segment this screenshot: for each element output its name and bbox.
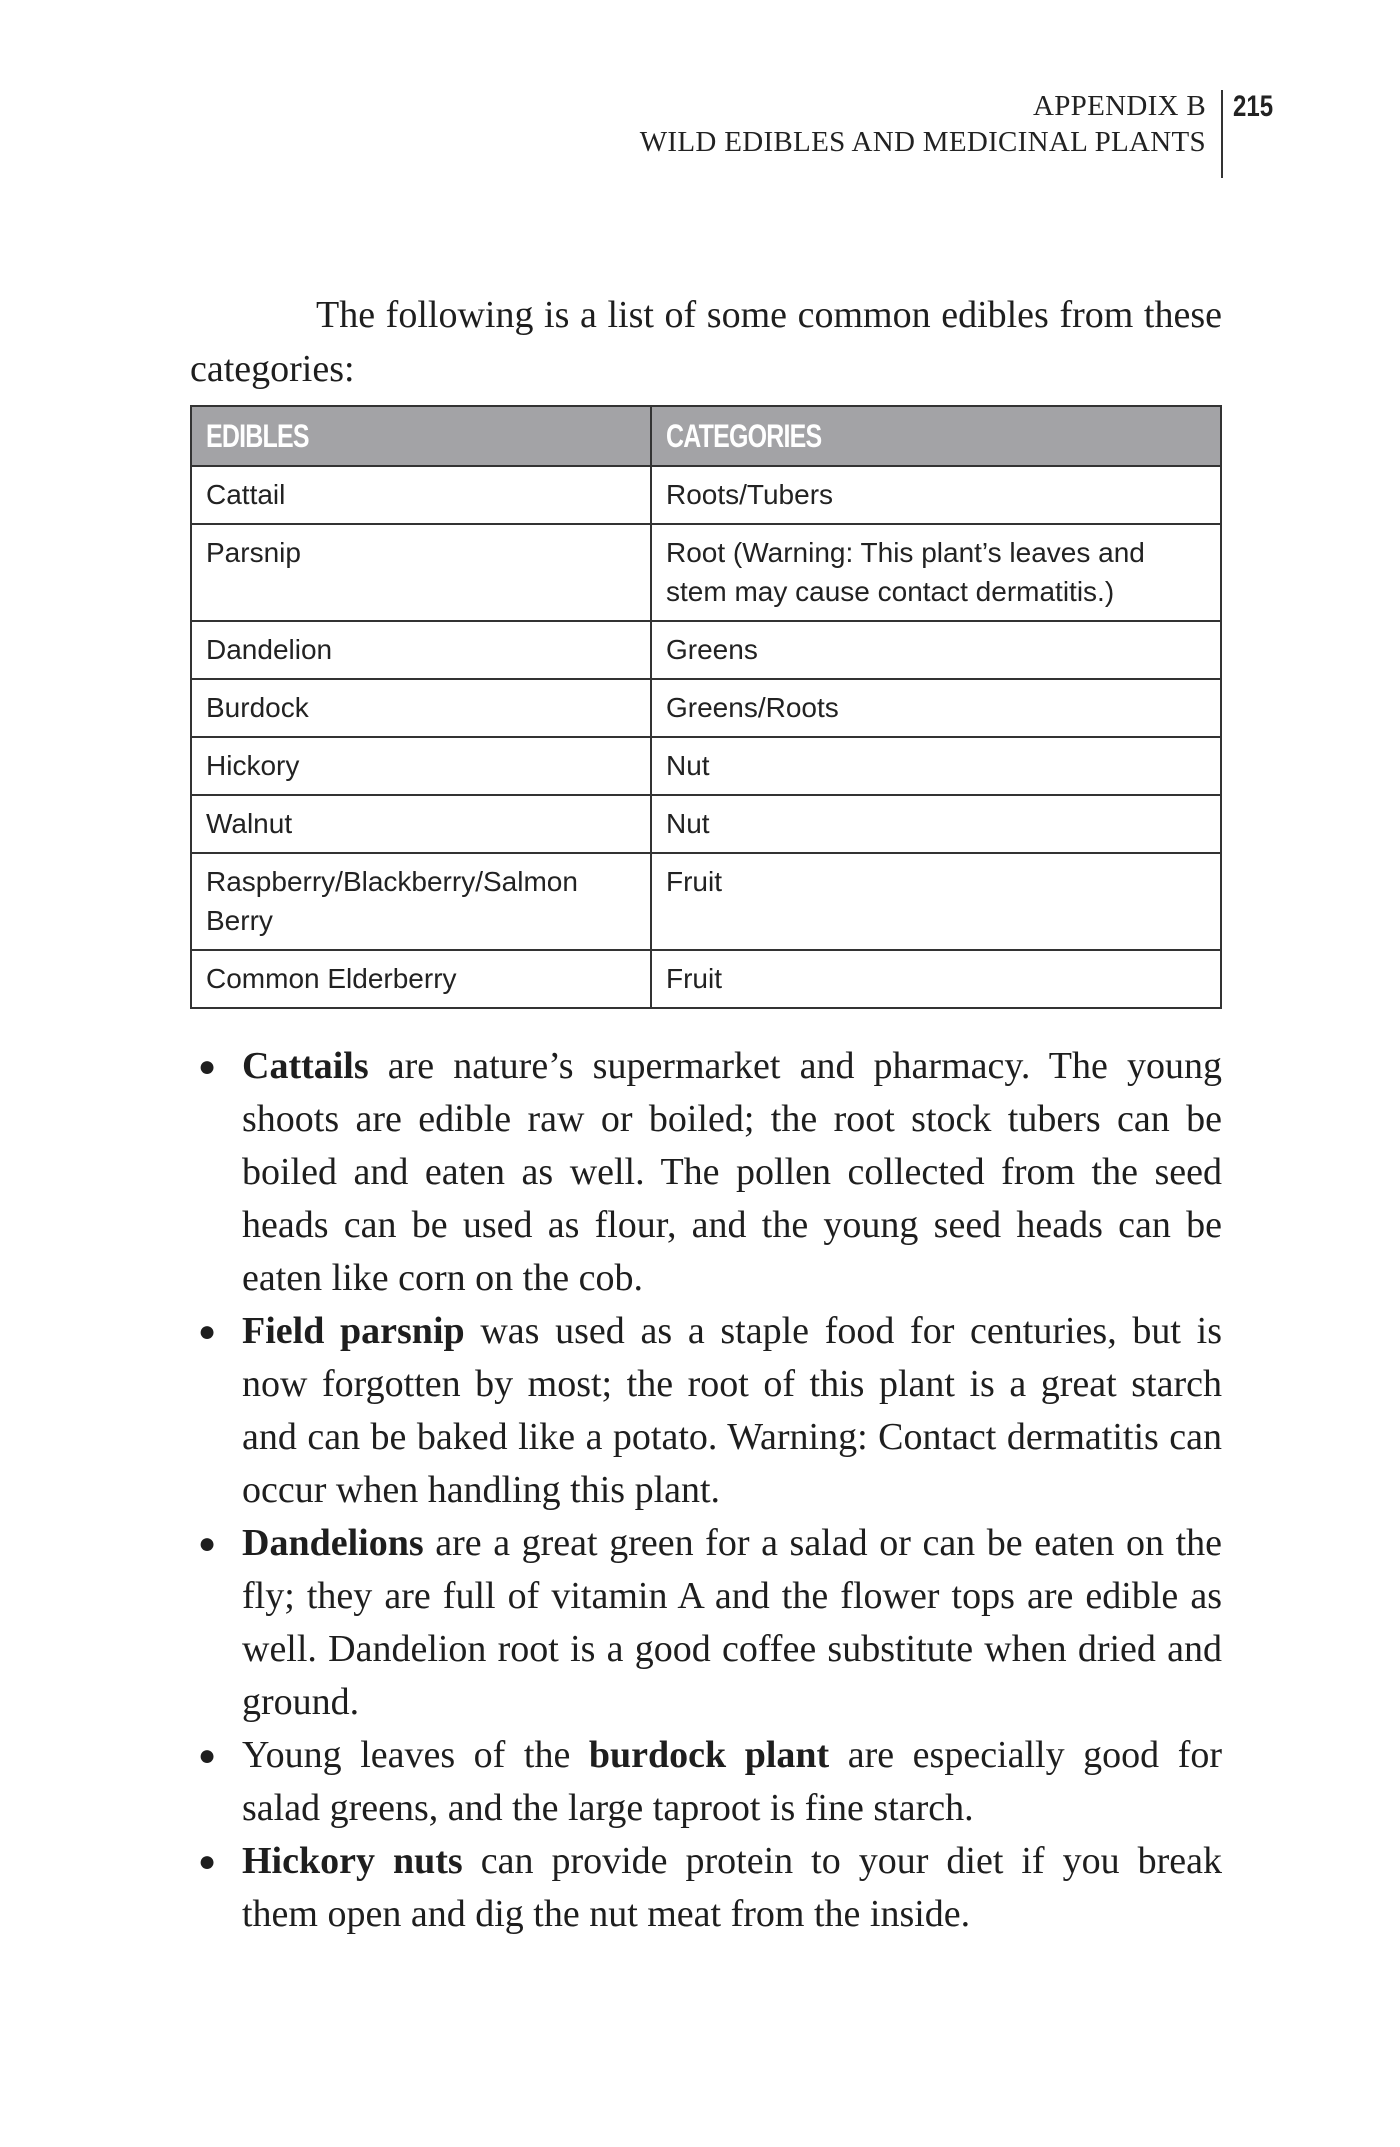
list-item-hickory-nuts [190, 1835, 1222, 1941]
item-text: are a great green for a salad or can be eaten on the fly; they are full of vitamin A and the flower tops are edible as well. Dandelion root is a good coffee substitute when dried and ground. [242, 1522, 1222, 1723]
running-head [500, 88, 1206, 160]
table-row [191, 466, 1221, 524]
table-row [191, 853, 1221, 950]
edibles-notes-list [190, 1040, 1222, 1941]
item-prefix: Young leaves of the [242, 1734, 589, 1776]
category-cell: Fruit [651, 950, 1221, 1008]
bullet-icon: ● [198, 1050, 217, 1083]
list-item-cattails [190, 1040, 1222, 1305]
item-text: can provide protein to your diet if you break them open and dig the nut meat from the inside. [242, 1840, 1222, 1935]
category-cell: Roots/Tubers [651, 466, 1221, 524]
table-row [191, 524, 1221, 621]
edible-cell: Burdock [191, 679, 651, 737]
list-item-burdock [190, 1729, 1222, 1835]
edible-cell: Parsnip [191, 524, 651, 621]
edible-cell: Common Elderberry [191, 950, 651, 1008]
running-head-title: WILD EDIBLES AND MEDICINAL PLANTS [639, 126, 1206, 158]
item-term: Field parsnip [242, 1310, 465, 1352]
column-header-edibles [191, 406, 651, 466]
category-cell: Greens/Roots [651, 679, 1221, 737]
page-number: 215 [1233, 90, 1274, 123]
bullet-icon: ● [198, 1527, 217, 1560]
table-row [191, 737, 1221, 795]
category-cell: Root (Warning: This plant’s leaves and stem may cause contact dermatitis.) [651, 524, 1221, 621]
item-term: Cattails [242, 1045, 369, 1087]
item-term: Dandelions [242, 1522, 424, 1564]
item-text: are especially good for salad greens, and the large taproot is fine starch. [242, 1734, 1223, 1829]
item-text: was used as a staple food for centuries, but is now forgotten by most; the root of this plant is a great starch and can be baked like a potato. Warning: Contact dermatitis can occur when handling this plant. [242, 1310, 1222, 1511]
intro-paragraph: The following is a list of some common edibles from these categories: [190, 294, 1222, 390]
list-item-field-parsnip [190, 1305, 1222, 1517]
table-row [191, 795, 1221, 853]
column-header-categories [651, 406, 1221, 466]
category-cell: Greens [651, 621, 1221, 679]
column-header-label: CATEGORIES [666, 417, 822, 454]
item-text: are nature’s supermarket and pharmacy. The young shoots are edible raw or boiled; the root stock tubers can be boiled and eaten as well. The pollen collected from the seed heads can be used as flour, and the young seed heads can be eaten like corn on the cob. [242, 1045, 1222, 1299]
bullet-icon: ● [198, 1845, 217, 1878]
list-item-dandelions [190, 1517, 1222, 1729]
item-term: burdock plant [588, 1734, 830, 1776]
header-divider [1221, 90, 1223, 178]
edibles-table [190, 405, 1222, 1009]
edible-cell: Walnut [191, 795, 651, 853]
item-term: Hickory nuts [242, 1840, 463, 1882]
edible-cell: Dandelion [191, 621, 651, 679]
edible-cell: Raspberry/Blackberry/Salmon Berry [191, 853, 651, 950]
column-header-label: EDIBLES [206, 417, 309, 454]
edible-cell: Cattail [191, 466, 651, 524]
category-cell: Nut [651, 795, 1221, 853]
running-head-appendix: APPENDIX B [1033, 90, 1206, 122]
bullet-icon: ● [198, 1315, 217, 1348]
table-row [191, 621, 1221, 679]
table-header-row [191, 406, 1221, 466]
table-row [191, 950, 1221, 1008]
category-cell: Nut [651, 737, 1221, 795]
edible-cell: Hickory [191, 737, 651, 795]
table-row [191, 679, 1221, 737]
bullet-icon: ● [198, 1739, 217, 1772]
category-cell: Fruit [651, 853, 1221, 950]
